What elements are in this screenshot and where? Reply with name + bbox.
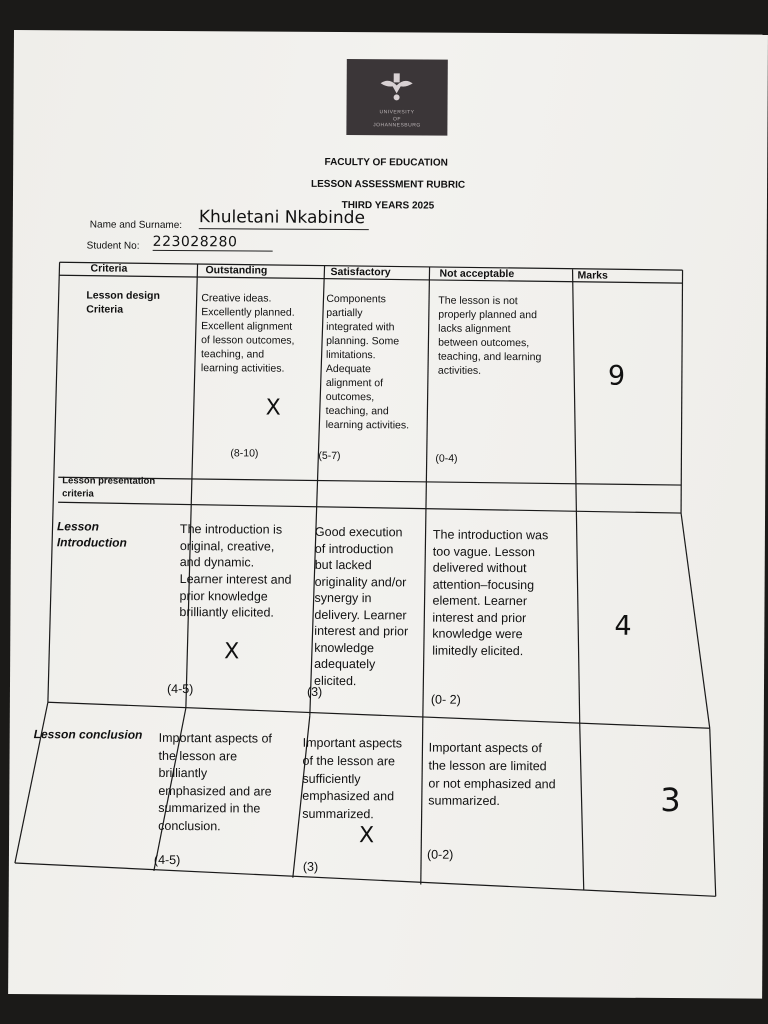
logo-text-line2: OF xyxy=(392,116,401,123)
row-criteria-lesson-introduction: Lesson Introduction xyxy=(56,519,127,550)
student-name-handwritten: Khuletani Nkabinde xyxy=(199,207,369,230)
column-header-marks: Marks xyxy=(577,269,608,282)
lesson-design-satisfactory-descriptor: Components partially integrated with planning. Some limitations. Adequate alignment of outcomes, teaching, and learning activities. xyxy=(325,292,410,431)
row-criteria-lesson-presentation: Lesson presentation criteria xyxy=(62,475,156,500)
introduction-mark: 4 xyxy=(614,610,632,642)
conclusion-outstanding-range: (4-5) xyxy=(153,852,181,868)
year-heading: THIRD YEARS 2025 xyxy=(341,200,435,212)
row-criteria-lesson-design: Lesson design Criteria xyxy=(86,289,160,316)
conclusion-satisfactory-range: (3) xyxy=(302,859,319,874)
student-number-label: Student No: xyxy=(86,240,140,252)
lesson-design-outstanding-descriptor: Creative ideas. Excellently planned. Excellent alignment of lesson outcomes, teaching, and learning activities. xyxy=(200,292,295,375)
rubric-table-grid xyxy=(8,30,768,999)
conclusion-not-acceptable-range: (0-2) xyxy=(426,847,454,862)
lesson-design-outstanding-range: (8-10) xyxy=(230,447,259,460)
introduction-not-acceptable-descriptor: The introduction was too vague. Lesson delivered without attention–focusing element. Learner interest and prior knowledge were limitedly elicited. xyxy=(432,527,549,658)
lesson-design-satisfactory-range: (5-7) xyxy=(318,449,341,463)
conclusion-mark: 3 xyxy=(660,780,681,820)
conclusion-not-acceptable-descriptor: Important aspects of the lesson are limited or not emphasized and summarized. xyxy=(428,740,556,809)
introduction-not-acceptable-range: (0- 2) xyxy=(430,692,461,707)
lesson-design-mark: 9 xyxy=(607,360,626,392)
introduction-outstanding-descriptor: The introduction is original, creative, and dynamic. Learner interest and prior knowledge brilliantly elicited. xyxy=(179,522,292,620)
lesson-design-not-acceptable-range: (0-4) xyxy=(435,452,458,465)
rubric-sheet xyxy=(8,30,768,999)
logo-text-line3: JOHANNESBURG xyxy=(373,122,421,129)
column-header-not-acceptable: Not acceptable xyxy=(439,267,515,281)
conclusion-selection-mark: X xyxy=(359,823,375,849)
introduction-selection-mark: X xyxy=(224,639,240,665)
name-label: Name and Surname: xyxy=(89,219,183,232)
lesson-design-not-acceptable-descriptor: The lesson is not properly planned and lacks alignment between outcomes, teaching, and learning activities. xyxy=(437,294,542,377)
introduction-outstanding-range: (4-5) xyxy=(166,681,194,697)
conclusion-satisfactory-descriptor: Important aspects of the lesson are sufficiently emphasized and summarized. xyxy=(302,735,403,822)
faculty-heading: FACULTY OF EDUCATION xyxy=(324,156,448,169)
column-header-satisfactory: Satisfactory xyxy=(330,265,391,279)
logo-text-line1: UNIVERSITY xyxy=(379,109,415,116)
lesson-design-selection-mark: X xyxy=(265,395,281,421)
column-header-criteria: Criteria xyxy=(90,262,128,275)
student-number-handwritten: 223028280 xyxy=(153,234,273,252)
introduction-satisfactory-range: (3) xyxy=(306,684,323,699)
conclusion-outstanding-descriptor: Important aspects of the lesson are brilliantly emphasized and are summarized in the conclusion. xyxy=(158,730,272,833)
column-header-outstanding: Outstanding xyxy=(205,264,268,277)
introduction-satisfactory-descriptor: Good execution of introduction but lacked originality and/or synergy in delivery. Learner interest and prior knowledge adequately elicited. xyxy=(313,524,409,688)
row-criteria-lesson-conclusion: Lesson conclusion xyxy=(33,727,143,742)
rubric-title: LESSON ASSESSMENT RUBRIC xyxy=(310,178,466,191)
